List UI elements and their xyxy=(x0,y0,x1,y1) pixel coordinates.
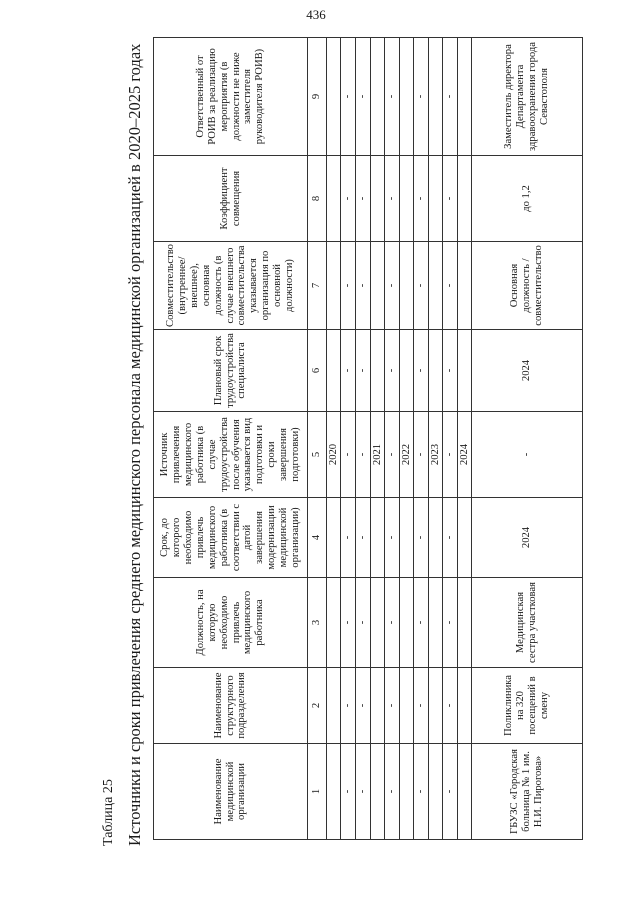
header-cell: Наименование медицинской организации xyxy=(154,744,308,840)
dash-cell: - xyxy=(356,38,371,156)
header-cell: Источник привлечения медицинского работника (в случае трудоустройства после обучения указывается вид подготовки и сроки завершения подготовки) xyxy=(154,412,308,498)
dash-cell: - xyxy=(414,668,429,744)
header-cell: Должность, на которую необходимо привлечь медицинского работника xyxy=(154,578,308,668)
column-number-row xyxy=(308,38,327,840)
column-number: 9 xyxy=(308,38,327,156)
dash-cell: - xyxy=(414,578,429,668)
table-row xyxy=(414,38,429,840)
page-number: 436 xyxy=(306,7,326,22)
year-label: 2022 xyxy=(400,412,414,498)
dash-cell: - xyxy=(414,156,429,242)
year-row xyxy=(429,38,443,840)
dash-cell: - xyxy=(385,330,400,412)
column-number: 6 xyxy=(308,330,327,412)
dash-cell: - xyxy=(443,578,458,668)
dash-cell: - xyxy=(341,412,356,498)
dash-cell: - xyxy=(341,498,356,578)
table-row xyxy=(472,38,583,840)
dash-cell: - xyxy=(341,330,356,412)
dash-cell: - xyxy=(414,498,429,578)
dash-cell: - xyxy=(385,668,400,744)
dash-cell: - xyxy=(356,668,371,744)
dash-cell: - xyxy=(356,744,371,840)
header-cell: Коэффициент совмещения xyxy=(154,156,308,242)
column-number: 8 xyxy=(308,156,327,242)
year-row xyxy=(371,38,385,840)
header-cell: Ответственный от РОИВ за реализацию мероприятия (в должности не ниже заместителя руководителя РОИВ) xyxy=(154,38,308,156)
dash-cell: - xyxy=(385,744,400,840)
dash-cell: - xyxy=(414,38,429,156)
dash-cell: - xyxy=(385,156,400,242)
table-row xyxy=(341,38,356,840)
dash-cell: - xyxy=(341,578,356,668)
dash-cell: - xyxy=(341,38,356,156)
dash-cell: - xyxy=(414,330,429,412)
responsible-cell: Заместитель директора Департамента здравоохранения города Севастополя xyxy=(472,38,583,156)
position-cell: Медицинская сестра участковая xyxy=(472,578,583,668)
combination-cell: Основная должность / совместительство xyxy=(472,242,583,330)
dash-cell: - xyxy=(385,498,400,578)
planned-date-cell: 2024 xyxy=(472,330,583,412)
dash-cell: - xyxy=(356,242,371,330)
dash-cell: - xyxy=(443,156,458,242)
dash-cell: - xyxy=(341,242,356,330)
year-row xyxy=(400,38,414,840)
dash-cell: - xyxy=(443,330,458,412)
dash-cell: - xyxy=(356,156,371,242)
column-number: 1 xyxy=(308,744,327,840)
dash-cell: - xyxy=(341,668,356,744)
dash-cell: - xyxy=(414,412,429,498)
dash-cell: - xyxy=(443,744,458,840)
table-row xyxy=(356,38,371,840)
dash-cell: - xyxy=(385,242,400,330)
dash-cell: - xyxy=(443,412,458,498)
table-row xyxy=(443,38,458,840)
dash-cell: - xyxy=(356,330,371,412)
table-label: Таблица 25 xyxy=(101,779,116,846)
year-row xyxy=(458,38,472,840)
dash-cell: - xyxy=(414,744,429,840)
dash-cell: - xyxy=(356,412,371,498)
column-number: 7 xyxy=(308,242,327,330)
year-label: 2023 xyxy=(429,412,443,498)
table-row xyxy=(385,38,400,840)
table-title: Источники и сроки привлечения среднего медицинского персонала медицинской организацией в 2020–2025 годах xyxy=(125,43,144,846)
header-cell: Срок, до которого необходимо привлечь медицинского работника (в соответствии с датой завершения модернизации медицинской организации) xyxy=(154,498,308,578)
header-cell: Наименование структурного подразделения xyxy=(154,668,308,744)
header-row xyxy=(154,38,308,840)
column-number: 5 xyxy=(308,412,327,498)
dash-cell: - xyxy=(443,498,458,578)
dash-cell: - xyxy=(341,156,356,242)
dash-cell: - xyxy=(443,38,458,156)
column-number: 4 xyxy=(308,498,327,578)
year-row xyxy=(327,38,341,840)
dash-cell: - xyxy=(341,744,356,840)
header-cell: Плановый срок трудоустройства специалиста xyxy=(154,330,308,412)
rotated-table-page xyxy=(95,35,585,850)
org-name-cell: ГБУЗС «Городская больница № 1 им. Н.И. Пирогова» xyxy=(472,744,583,840)
dash-cell: - xyxy=(414,242,429,330)
year-label: 2021 xyxy=(371,412,385,498)
dash-cell: - xyxy=(356,578,371,668)
staffing-table xyxy=(153,37,583,840)
column-number: 3 xyxy=(308,578,327,668)
dash-cell: - xyxy=(385,412,400,498)
dash-cell: - xyxy=(443,242,458,330)
dash-cell: - xyxy=(356,498,371,578)
dash-cell: - xyxy=(385,578,400,668)
dash-cell: - xyxy=(385,38,400,156)
header-cell: Совместительство (внутреннее/внешнее), основная должность (в случае внешнего совместительства указывается организация по основной должности) xyxy=(154,242,308,330)
coefficient-cell: до 1,2 xyxy=(472,156,583,242)
unit-name-cell: Поликлиника на 320 посещений в смену xyxy=(472,668,583,744)
dash-cell: - xyxy=(443,668,458,744)
year-label: 2020 xyxy=(327,412,341,498)
year-label: 2024 xyxy=(458,412,472,498)
column-number: 2 xyxy=(308,668,327,744)
source-cell: - xyxy=(472,412,583,498)
deadline-cell: 2024 xyxy=(472,498,583,578)
